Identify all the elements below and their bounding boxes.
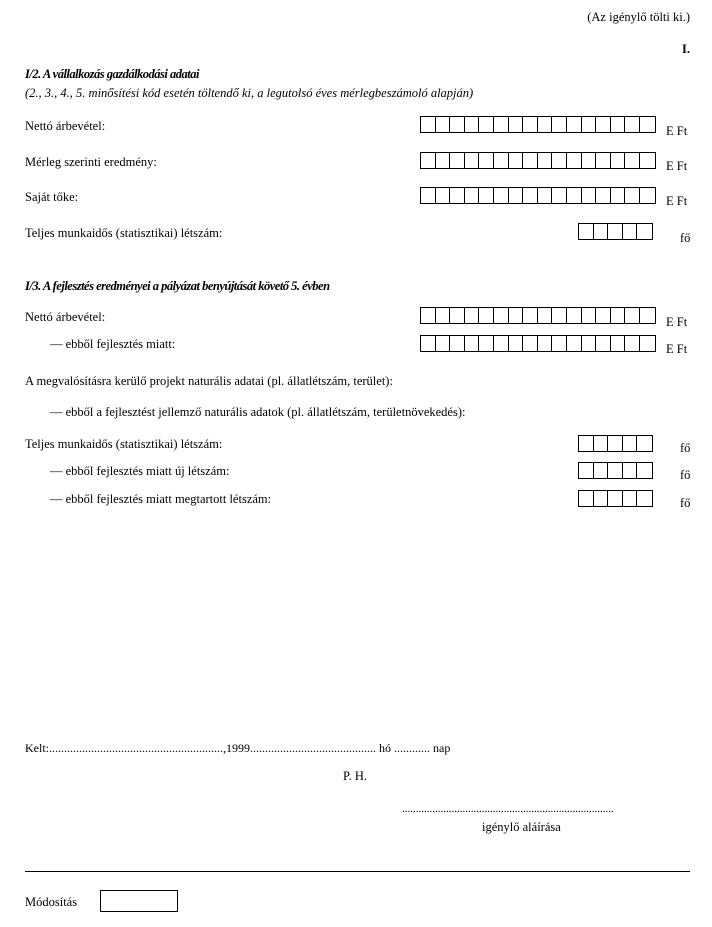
digit-cell[interactable] <box>494 336 509 351</box>
digit-cell[interactable] <box>509 153 524 168</box>
digit-cell[interactable] <box>523 153 538 168</box>
headcount-boxes[interactable] <box>578 223 653 240</box>
digit-cell[interactable] <box>509 308 524 323</box>
digit-cell[interactable] <box>494 188 509 203</box>
headcount-boxes[interactable] <box>578 490 653 507</box>
digit-cell[interactable] <box>582 308 597 323</box>
unit-label: E Ft <box>666 315 688 329</box>
modification-box[interactable] <box>100 890 178 912</box>
digit-cell[interactable] <box>538 336 553 351</box>
digit-cell[interactable] <box>640 153 655 168</box>
digit-cell[interactable] <box>465 336 480 351</box>
digit-cell[interactable] <box>640 308 655 323</box>
digit-cell[interactable] <box>479 308 494 323</box>
digit-cell[interactable] <box>567 308 582 323</box>
digit-cell[interactable] <box>611 153 626 168</box>
digit-cell[interactable] <box>538 153 553 168</box>
digit-cell[interactable] <box>594 224 609 239</box>
unit-label: E Ft <box>666 159 688 173</box>
digit-cell[interactable] <box>637 224 652 239</box>
digit-cell[interactable] <box>538 117 553 132</box>
digit-cell[interactable] <box>421 117 436 132</box>
digit-cell[interactable] <box>538 308 553 323</box>
digit-cell[interactable] <box>567 153 582 168</box>
digit-cell[interactable] <box>640 117 655 132</box>
digit-cell[interactable] <box>625 336 640 351</box>
digit-cell[interactable] <box>479 188 494 203</box>
digit-cell[interactable] <box>523 117 538 132</box>
digit-cell[interactable] <box>640 188 655 203</box>
signature-label: igénylő aláírása <box>482 820 561 834</box>
section-i2-subtitle: (2., 3., 4., 5. minősítési kód esetén töltendő ki, a legutolsó éves mérlegbeszámoló alapján) <box>25 86 474 100</box>
digit-cell[interactable] <box>421 336 436 351</box>
row-label: Mérleg szerinti eredmény: <box>25 155 157 169</box>
digit-cell[interactable] <box>582 153 597 168</box>
digit-cell[interactable] <box>623 491 638 506</box>
modification-label: Módosítás <box>25 895 78 909</box>
digit-cell[interactable] <box>608 436 623 451</box>
unit-label: fő <box>680 468 691 482</box>
headcount-boxes[interactable] <box>578 435 653 452</box>
digit-cell[interactable] <box>637 463 652 478</box>
digit-cell[interactable] <box>552 308 567 323</box>
digit-cell[interactable] <box>582 117 597 132</box>
digit-cell[interactable] <box>465 188 480 203</box>
digit-cell[interactable] <box>509 117 524 132</box>
section-i2-title: I/2. A vállalkozás gazdálkodási adatai <box>25 67 199 81</box>
digit-cell[interactable] <box>465 308 480 323</box>
digit-cell[interactable] <box>637 436 652 451</box>
digit-cell[interactable] <box>625 153 640 168</box>
signature-line[interactable]: ............................................................................. <box>402 803 614 815</box>
digit-cell[interactable] <box>494 308 509 323</box>
digit-cell[interactable] <box>436 336 451 351</box>
digit-cell[interactable] <box>552 153 567 168</box>
digit-cell[interactable] <box>625 117 640 132</box>
digit-cell[interactable] <box>596 336 611 351</box>
digit-cell[interactable] <box>579 463 594 478</box>
digit-cell[interactable] <box>596 153 611 168</box>
digit-cell[interactable] <box>623 463 638 478</box>
digit-cell[interactable] <box>465 117 480 132</box>
section-i3-title: I/3. A fejlesztés eredményei a pályázat benyújtását követő 5. évben <box>25 279 330 293</box>
digit-cell[interactable] <box>450 188 465 203</box>
unit-label: E Ft <box>666 124 688 138</box>
unit-label: fő <box>680 441 691 455</box>
digit-cell[interactable] <box>523 336 538 351</box>
headcount-boxes[interactable] <box>578 462 653 479</box>
row-label: A megvalósításra kerülő projekt naturális adatai (pl. állatlétszám, terület): <box>25 374 393 388</box>
digit-cell[interactable] <box>436 308 451 323</box>
digit-cell[interactable] <box>552 188 567 203</box>
digit-cell[interactable] <box>494 117 509 132</box>
unit-label: E Ft <box>666 342 688 356</box>
unit-label: fő <box>680 231 691 245</box>
digit-cell[interactable] <box>450 336 465 351</box>
digit-cell[interactable] <box>538 188 553 203</box>
digit-cell[interactable] <box>611 308 626 323</box>
digit-cell[interactable] <box>567 117 582 132</box>
digit-cell[interactable] <box>582 336 597 351</box>
divider <box>25 871 690 872</box>
digit-cell[interactable] <box>623 224 638 239</box>
filled-by-note: (Az igénylő tölti ki.) <box>587 10 690 24</box>
digit-cell[interactable] <box>552 117 567 132</box>
digit-cell[interactable] <box>421 188 436 203</box>
digit-cell[interactable] <box>450 153 465 168</box>
row-label: — ebből fejlesztés miatt megtartott létszám: <box>50 492 272 506</box>
row-label: — ebből a fejlesztést jellemző naturális adatok (pl. állatlétszám, területnövekedés): <box>50 405 466 419</box>
digit-cell[interactable] <box>450 117 465 132</box>
digit-cell[interactable] <box>421 153 436 168</box>
digit-cell[interactable] <box>611 188 626 203</box>
digit-cell[interactable] <box>552 336 567 351</box>
digit-cell[interactable] <box>479 153 494 168</box>
amount-boxes[interactable] <box>420 187 656 204</box>
digit-cell[interactable] <box>436 188 451 203</box>
digit-cell[interactable] <box>479 336 494 351</box>
digit-cell[interactable] <box>509 336 524 351</box>
digit-cell[interactable] <box>608 224 623 239</box>
digit-cell[interactable] <box>594 463 609 478</box>
digit-cell[interactable] <box>608 491 623 506</box>
digit-cell[interactable] <box>509 188 524 203</box>
row-label: Teljes munkaidős (statisztikai) létszám: <box>25 437 223 451</box>
row-label: — ebből fejlesztés miatt: <box>50 337 176 351</box>
digit-cell[interactable] <box>625 188 640 203</box>
digit-cell[interactable] <box>625 308 640 323</box>
digit-cell[interactable] <box>623 436 638 451</box>
digit-cell[interactable] <box>479 117 494 132</box>
digit-cell[interactable] <box>567 336 582 351</box>
row-label: — ebből fejlesztés miatt új létszám: <box>50 464 230 478</box>
digit-cell[interactable] <box>611 336 626 351</box>
digit-cell[interactable] <box>596 188 611 203</box>
digit-cell[interactable] <box>637 491 652 506</box>
digit-cell[interactable] <box>596 117 611 132</box>
unit-label: E Ft <box>666 194 688 208</box>
digit-cell[interactable] <box>608 463 623 478</box>
digit-cell[interactable] <box>579 224 594 239</box>
digit-cell[interactable] <box>579 436 594 451</box>
amount-boxes[interactable] <box>420 152 656 169</box>
amount-boxes[interactable] <box>420 116 656 133</box>
stamp-place: P. H. <box>343 769 367 783</box>
digit-cell[interactable] <box>611 117 626 132</box>
row-label: Nettó árbevétel: <box>25 310 106 324</box>
digit-cell[interactable] <box>436 117 451 132</box>
digit-cell[interactable] <box>582 188 597 203</box>
digit-cell[interactable] <box>640 336 655 351</box>
amount-boxes[interactable] <box>420 335 656 352</box>
digit-cell[interactable] <box>596 308 611 323</box>
unit-label: fő <box>680 496 691 510</box>
row-label: Teljes munkaidős (statisztikai) létszám: <box>25 226 223 240</box>
row-label: Nettó árbevétel: <box>25 119 106 133</box>
section-roman: I. <box>682 42 690 56</box>
digit-cell[interactable] <box>465 153 480 168</box>
digit-cell[interactable] <box>594 491 609 506</box>
digit-cell[interactable] <box>450 308 465 323</box>
amount-boxes[interactable] <box>420 307 656 324</box>
digit-cell[interactable] <box>494 153 509 168</box>
digit-cell[interactable] <box>421 308 436 323</box>
digit-cell[interactable] <box>523 188 538 203</box>
digit-cell[interactable] <box>594 436 609 451</box>
digit-cell[interactable] <box>523 308 538 323</box>
row-label: Saját tőke: <box>25 190 79 204</box>
date-line[interactable]: Kelt:..........................................................,1999.......................................... hó ............ nap <box>25 741 451 755</box>
digit-cell[interactable] <box>579 491 594 506</box>
digit-cell[interactable] <box>436 153 451 168</box>
digit-cell[interactable] <box>567 188 582 203</box>
